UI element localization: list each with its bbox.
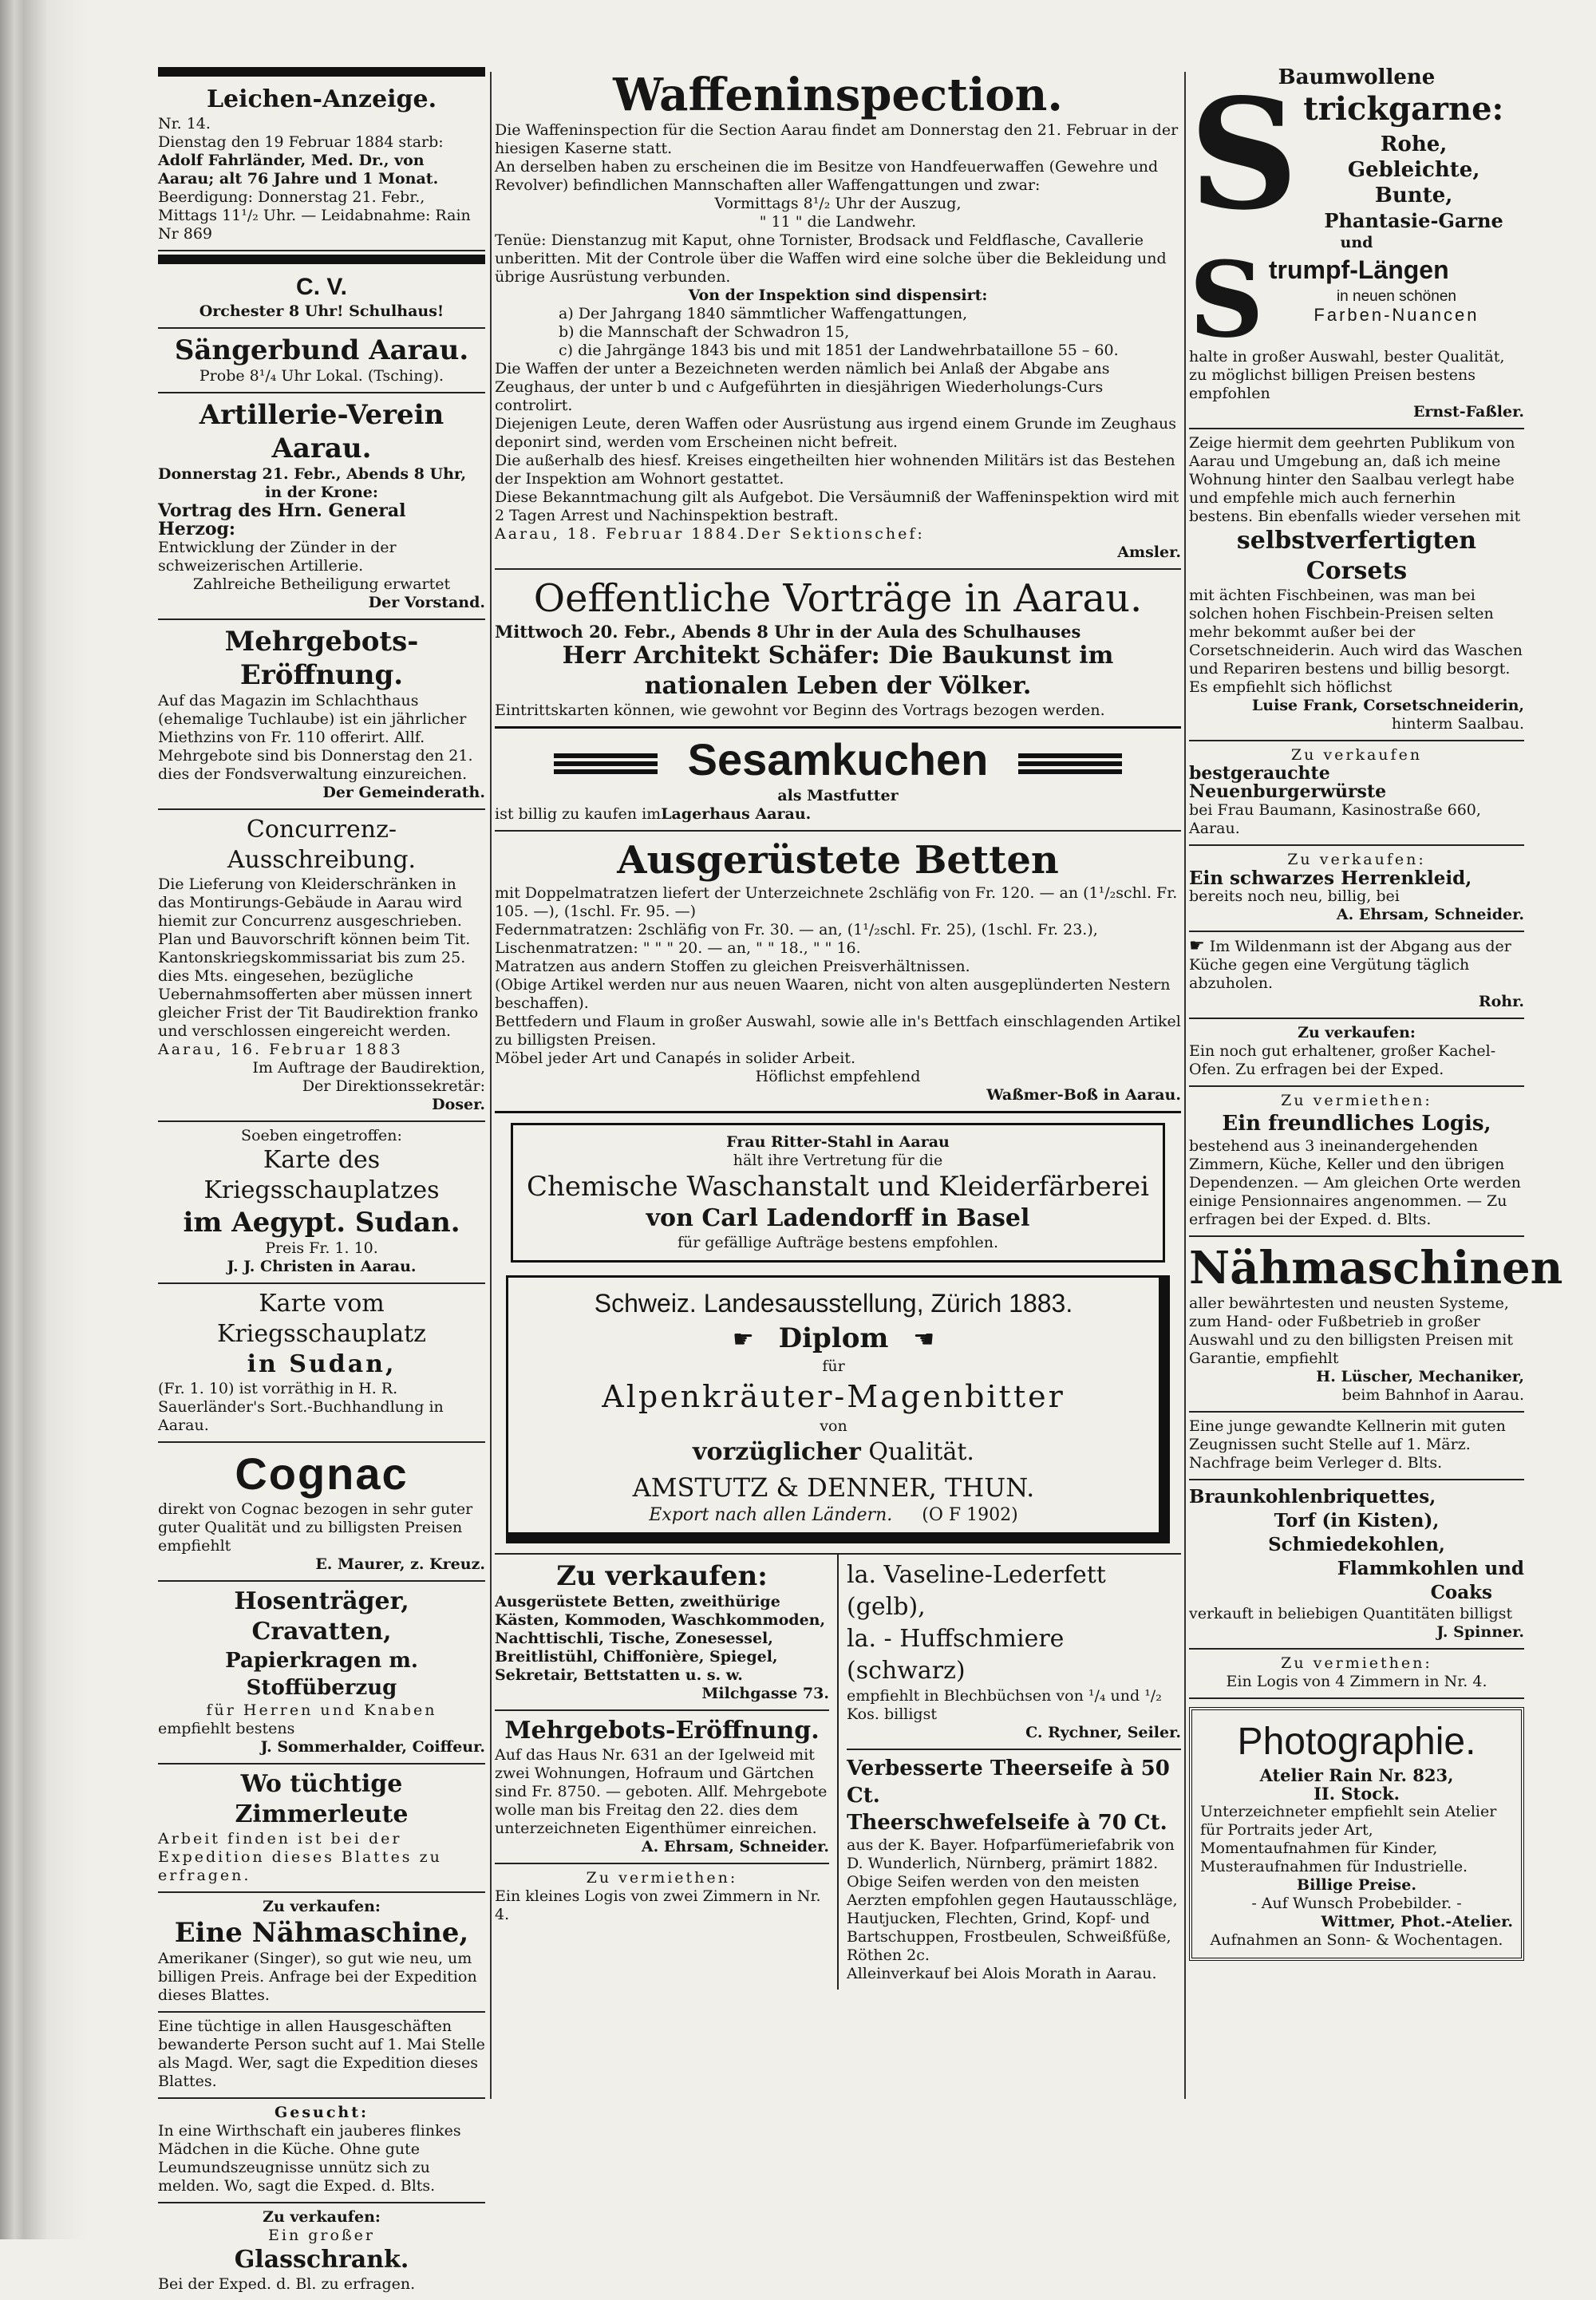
ad-text: Phantasie-Garne bbox=[1324, 209, 1503, 232]
ad-text: Zu verkaufen bbox=[1290, 746, 1423, 764]
ad-text: Schweiz. Landesausstellung, Zürich 1883. bbox=[594, 1289, 1073, 1318]
ad-text: Der Sektionschef: bbox=[746, 525, 925, 543]
ad-sesamkuchen bbox=[495, 729, 1181, 832]
ad-wuerste bbox=[1189, 741, 1524, 846]
ad-text: empfiehlt bestens bbox=[158, 1720, 295, 1737]
ad-text: hinterm Saalbau. bbox=[1391, 715, 1524, 733]
ad-text: für Herren und Knaben bbox=[206, 1701, 437, 1719]
ad-title: Zu verkaufen: bbox=[556, 1560, 768, 1592]
ad-diplom-wrap bbox=[495, 1272, 1181, 1553]
column-2-split bbox=[495, 1553, 1181, 1990]
ad-theerseife bbox=[847, 1750, 1181, 1990]
ad-text: a) Der Jahrgang 1840 sämmtlicher Waffengattungen, bbox=[559, 305, 968, 322]
ad-title: Sängerbund Aarau. bbox=[174, 334, 469, 366]
ad-title: Diplom bbox=[778, 1322, 889, 1354]
ad-gesucht bbox=[158, 2099, 485, 2203]
ad-wildenmann bbox=[1189, 932, 1524, 1019]
ad-text: Die Waffeninspection für die Section Aarau findet am Donnerstag den 21. Februar in der hiesigen Kaserne statt. bbox=[495, 121, 1179, 157]
ad-text: als Mastfutter bbox=[777, 787, 899, 804]
ad-text: Auf das Haus Nr. 631 an der Igelweid mit zwei Wohnungen, Hofraum und Gärtchen sind Fr. 8750. — geboten. Allf. Mehrgebote wolle man bis Freitag den 22. dies dem unterzeichneten Eigenthümer einreichen. bbox=[495, 1746, 828, 1837]
ad-text: Die Lieferung von Kleiderschränken in das Montirungs-Gebäude in Aarau wird hiemit zur Concurrenz ausgeschrieben. Plan und Bauvorschrift können beim Tit. Kantonskriegskommissariat bis zum 25. dies Mts. eingesehen, bezügliche Uebernahmsofferten aber müssen innert gleicher Frist der Tit Baudirektion franko und verschlossen eingereicht werden. bbox=[158, 875, 479, 1040]
ad-signature: E. Maurer, z. Kreuz. bbox=[315, 1555, 485, 1573]
ad-signature: Der Gemeinderath. bbox=[322, 784, 485, 801]
ad-text-row bbox=[519, 1506, 1148, 1524]
ad-title: Chemische Waschanstalt und Kleiderfärberei bbox=[526, 1171, 1150, 1203]
ad-text: (O F 1902) bbox=[922, 1505, 1018, 1525]
ad-title: Ausgerüstete Betten bbox=[617, 838, 1059, 883]
ad-text-row bbox=[1189, 937, 1524, 993]
ad-text: beim Bahnhof in Aarau. bbox=[1341, 1386, 1524, 1404]
initial-letter-s: S bbox=[1189, 239, 1264, 361]
ad-text: Im Wildenmann ist der Abgang aus der Küche gegen eine Vergütung täglich abzuholen. bbox=[1189, 938, 1511, 992]
ad-text-row bbox=[519, 1436, 1148, 1469]
column-3 bbox=[1189, 64, 1563, 1961]
ad-text: aus der K. Bayer. Hofparfümeriefabrik von D. Wunderlich, Nürnberg, prämirt 1882. bbox=[847, 1836, 1175, 1872]
ad-title: im Aegypt. Sudan. bbox=[183, 1207, 460, 1239]
ad-title-row bbox=[519, 1321, 1148, 1357]
ad-title: Cognac bbox=[235, 1448, 409, 1499]
ad-text: Amerikaner (Singer), so gut wie neu, um billigen Preis. Anfrage bei der Expedition dieses Blattes. bbox=[158, 1950, 477, 2004]
ad-text: In eine Wirthschaft ein jauberes flinkes Mädchen in die Küche. Ohne gute Leumundszeugnisse unnütz sich zu melden. Wo, sagt die Exped. d. Blts. bbox=[158, 2122, 461, 2195]
pointing-hand-left-icon: ☚ bbox=[913, 1326, 935, 1354]
ad-signature: C. Rychner, Seiler. bbox=[1025, 1724, 1181, 1741]
ad-signature: Ernst-Faßler. bbox=[1412, 403, 1524, 421]
ad-text: Diejenigen Leute, deren Waffen oder Ausrüstung aus irgend einem Grunde im Zeughaus deponirt sind, werden vom Erscheinen nicht befreit. bbox=[495, 415, 1176, 451]
ad-photo-wrap bbox=[1189, 1699, 1524, 1961]
ad-title: Sesamkuchen bbox=[687, 734, 989, 784]
ad-title: Mehrgebots-Eröffnung. bbox=[224, 626, 419, 691]
ad-text: Zu verkaufen: bbox=[1287, 851, 1426, 868]
ad-title: in Sudan, bbox=[247, 1350, 397, 1378]
ad-artillerie bbox=[158, 393, 485, 620]
ad-title: Verbesserte Theerseife à 50 Ct. bbox=[847, 1757, 1170, 1808]
ad-signature: Amsler. bbox=[1117, 543, 1181, 561]
ad-text: - Auf Wunsch Probebilder. - bbox=[1251, 1895, 1462, 1912]
ad-betten bbox=[495, 832, 1181, 1113]
ad-hosentraeger bbox=[158, 1582, 485, 1765]
ad-footer-row bbox=[495, 525, 1181, 543]
ad-vermiethen-1 bbox=[495, 1864, 829, 1930]
ad-kachelofen bbox=[1189, 1019, 1524, 1087]
ad-text: verkauft in beliebigen Quantitäten billigst bbox=[1189, 1605, 1513, 1622]
ad-text: Soeben eingetroffen: bbox=[241, 1127, 402, 1144]
ad-text: Nr. 14. bbox=[158, 115, 211, 132]
ad-footer-row bbox=[495, 805, 1181, 824]
ad-title: Wo tüchtige Zimmerleute bbox=[235, 1770, 409, 1828]
ad-text: Ein großer bbox=[268, 2227, 375, 2244]
ad-text: Zu vermiethen: bbox=[586, 1869, 738, 1887]
ad-text: Beerdigung: Donnerstag 21. Febr., Mittags 11¹/₂ Uhr. — Leidabnahme: Rain Nr 869 bbox=[158, 188, 471, 243]
ad-title: Photographie. bbox=[1237, 1721, 1476, 1763]
ad-title: Ein schwarzes Herrenkleid, bbox=[1189, 867, 1472, 889]
column-rule-left bbox=[490, 72, 492, 2099]
ad-text: hält ihre Vertretung für die bbox=[733, 1152, 943, 1169]
initial-letter-s: S bbox=[1189, 65, 1299, 243]
ad-title: AMSTUTZ & DENNER, THUN. bbox=[632, 1472, 1035, 1503]
ad-text: Eintrittskarten können, wie gewohnt vor Beginn des Vortrags bezogen werden. bbox=[495, 701, 1105, 719]
ad-title: Gesucht: bbox=[275, 2104, 369, 2121]
ad-herrenkleid bbox=[1189, 846, 1524, 932]
column-2-right bbox=[839, 1555, 1181, 1990]
ad-braunkohlen bbox=[1189, 1480, 1524, 1650]
ad-concurrenz bbox=[158, 810, 485, 1122]
ad-text: Die außerhalb des hiesf. Kreises eingetheilten hier wohnenden Militärs ist das Bestehen der Inspektion am Wohnort gestattet. bbox=[495, 452, 1175, 488]
ad-text: Aarau, 18. Februar 1884. bbox=[495, 525, 747, 543]
ad-text: Export nach allen Ländern. bbox=[649, 1505, 893, 1525]
ad-title: von Carl Ladendorff in Basel bbox=[646, 1204, 1030, 1232]
ad-title: Mehrgebots-Eröffnung. bbox=[504, 1717, 820, 1745]
ad-saengerbund bbox=[158, 329, 485, 393]
ad-text: Ein Logis von 4 Zimmern in Nr. 4. bbox=[1226, 1673, 1487, 1690]
ad-title: Cravatten, bbox=[251, 1618, 392, 1646]
ad-title: Theerschwefelseife à 70 Ct. bbox=[847, 1811, 1167, 1835]
ad-text: Donnerstag 21. Febr., Abends 8 Uhr, bbox=[158, 465, 467, 483]
ad-title: Herr Architekt Schäfer: Die Baukunst im nationalen Leben der Völker. bbox=[562, 642, 1114, 700]
decorative-bars-left bbox=[554, 753, 658, 774]
ad-title: trumpf-Längen bbox=[1268, 255, 1449, 284]
ad-title: Alpenkräuter-Magenbitter bbox=[602, 1379, 1065, 1414]
ad-title: Artillerie-Verein Aarau. bbox=[199, 399, 444, 464]
ad-text: bei Frau Baumann, Kasinostraße 660, Aarau. bbox=[1189, 801, 1481, 837]
ad-text: Zahlreiche Betheiligung erwartet bbox=[192, 575, 451, 593]
ad-text: Arbeit finden ist bei der Expedition dieses Blattes zu erfragen. bbox=[158, 1830, 442, 1884]
ad-text: Farben-Nuancen bbox=[1314, 305, 1479, 325]
ad-title: Karte vom Kriegsschauplatz bbox=[217, 1290, 426, 1348]
ad-title: Waffeninspection. bbox=[613, 69, 1063, 121]
ad-text: Im Auftrage der Baudirektion, bbox=[252, 1059, 485, 1077]
ad-magd bbox=[158, 2013, 485, 2099]
ad-text: Diese Bekanntmachung gilt als Aufgebot. Die Versäumniß der Waffeninspektion wird mit 2 Tagen Arrest und Nachinspektion bestraft. bbox=[495, 488, 1179, 524]
ad-title: Schmiedekohlen, bbox=[1268, 1534, 1445, 1555]
ad-ritter-stahl bbox=[511, 1123, 1165, 1263]
ad-karte-aegypt bbox=[158, 1122, 485, 1284]
ad-text: Gebleichte, bbox=[1347, 158, 1480, 182]
ad-text: Lischenmatratzen: " " " 20. — an, " " 18., " " 16. bbox=[495, 939, 861, 957]
ad-text: Eine junge gewandte Kellnerin mit guten Zeugnissen sucht Stelle auf 1. März. Nachfrage beim Verleger d. Blts. bbox=[1189, 1417, 1506, 1472]
ad-text: ist billig zu kaufen im bbox=[495, 805, 662, 823]
ad-title: bestgerauchte Neuenburgerwürste bbox=[1189, 763, 1387, 802]
ad-text: Frau Ritter-Stahl in Aarau bbox=[726, 1133, 950, 1151]
ad-strickgarne bbox=[1189, 64, 1524, 429]
ad-text: empfiehlt in Blechbüchsen von ¹/₄ und ¹/₂ Kos. billigst bbox=[847, 1687, 1162, 1723]
ad-title: Oeffentliche Vorträge in Aarau. bbox=[533, 576, 1143, 621]
ad-kellnerin bbox=[1189, 1413, 1524, 1480]
ad-title: Karte des Kriegsschauplatzes bbox=[203, 1146, 440, 1204]
ad-text: Atelier Rain Nr. 823, bbox=[1259, 1765, 1454, 1785]
ad-text: Ein noch gut erhaltener, großer Kachel-Ofen. Zu erfragen bei der Exped. bbox=[1189, 1042, 1496, 1078]
column-1 bbox=[158, 64, 485, 2300]
ad-title: Glasschrank. bbox=[234, 2246, 409, 2274]
ad-signature: J. Sommerhalder, Coiffeur. bbox=[260, 1738, 485, 1756]
ad-text: Alleinverkauf bei Alois Morath in Aarau. bbox=[847, 1965, 1157, 1982]
ad-text: Eine tüchtige in allen Hausgeschäften bewanderte Person sucht auf 1. Mai Stelle als Magd. Wer, sagt die Expedition dieses Blattes. bbox=[158, 2017, 485, 2090]
ad-title: C. V. bbox=[296, 274, 347, 300]
ad-signature: Milchgasse 73. bbox=[701, 1685, 829, 1702]
ad-title: trickgarne: bbox=[1303, 90, 1504, 128]
ad-text: in neuen schönen bbox=[1336, 288, 1456, 305]
ad-text: aller bewährtesten und neusten Systeme, zum Hand- oder Fußbetrieb in großer Auswahl und zu den billigsten Preisen mit Garantie, empfiehlt bbox=[1189, 1294, 1514, 1367]
ad-text: Zu vermiethen: bbox=[1281, 1092, 1432, 1109]
ad-text: Orchester 8 Uhr! Schulhaus! bbox=[199, 302, 444, 320]
ad-zimmerleute bbox=[158, 1765, 485, 1893]
ad-leichen bbox=[158, 80, 485, 251]
ad-title: Torf (in Kisten), bbox=[1274, 1510, 1440, 1531]
ad-title: Braunkohlenbriquettes, bbox=[1189, 1486, 1436, 1508]
ad-signature: A. Ehrsam, Schneider. bbox=[1336, 906, 1524, 923]
pointing-hand-icon: ☛ bbox=[1189, 936, 1205, 956]
ad-signature: Luise Frank, Corsetschneiderin, bbox=[1251, 697, 1524, 714]
ad-signature: Der Vorstand. bbox=[368, 594, 485, 611]
ad-title: la. - Huffschmiere (schwarz) bbox=[847, 1625, 1065, 1685]
ad-signature: J. J. Christen in Aarau. bbox=[227, 1258, 417, 1275]
ad-text: Höflichst empfehlend bbox=[755, 1068, 921, 1085]
pointing-hand-right-icon: ☛ bbox=[732, 1326, 754, 1354]
ad-mehrgebot-1 bbox=[158, 620, 485, 810]
ad-verkaufen-moebel bbox=[495, 1555, 829, 1711]
ad-text: für gefällige Aufträge bestens empfohlen. bbox=[677, 1234, 999, 1251]
ad-title: la. Vaseline-Lederfett (gelb), bbox=[847, 1561, 1106, 1621]
ad-cognac bbox=[158, 1443, 485, 1582]
ad-diplom bbox=[506, 1275, 1170, 1543]
ad-text: von bbox=[820, 1417, 847, 1435]
ad-signature: Rohr. bbox=[1478, 993, 1524, 1010]
ad-text: Aufnahmen an Sonn- & Wochentagen. bbox=[1210, 1931, 1503, 1949]
ad-text: in der Krone: bbox=[265, 484, 378, 501]
ad-title: Papierkragen m. Stoffüberzug bbox=[225, 1649, 418, 1700]
ad-text: Mittwoch 20. Febr., Abends 8 Uhr in der Aula des Schulhauses bbox=[495, 622, 1081, 642]
ad-text: Vormittags 8¹/₂ Uhr der Auszug, bbox=[714, 195, 962, 212]
ad-text: Unterzeichneter empfiehlt sein Atelier für Portraits jeder Art, Momentaufnahmen für Kinder, Musteraufnahmen für Industrielle. bbox=[1200, 1803, 1497, 1875]
page-binding-shadow bbox=[0, 0, 88, 2239]
ad-text: Bei der Exped. d. Bl. zu erfragen. bbox=[158, 2275, 416, 2293]
ad-title: Flammkohlen und bbox=[1337, 1558, 1524, 1579]
column-2 bbox=[495, 64, 1181, 1990]
ad-logis bbox=[1189, 1087, 1524, 1237]
ad-text: b) die Mannschaft der Schwadron 15, bbox=[559, 323, 850, 341]
ad-title: Hosenträger, bbox=[234, 1587, 409, 1615]
ad-text: Aarau, 16. Februar 1883 bbox=[158, 1041, 403, 1058]
ad-karte-sudan bbox=[158, 1284, 485, 1443]
ad-text: Entwicklung der Zünder in der schweizerischen Artillerie. bbox=[158, 539, 397, 575]
rule bbox=[158, 255, 485, 264]
ad-text: Vortrag des Hrn. General Herzog: bbox=[158, 500, 406, 539]
ad-text: An derselben haben zu erscheinen die im Besitze von Handfeuerwaffen (Gewehre und Revolver) befindlichen Mannschaften aller Waffengattungen und zwar: bbox=[495, 158, 1159, 194]
ad-text: Zu verkaufen: bbox=[1298, 1024, 1416, 1041]
ad-text: Die Waffen der unter a Bezeichneten werden nämlich bei Anlaß der Abgabe ans Zeughaus, der unter b und c Aufgeführten in diesjährigen Wiederholungs-Curs controlirt. bbox=[495, 360, 1110, 414]
ad-text: mit Doppelmatratzen liefert der Unterzeichnete 2schläfig von Fr. 120. — an (1¹/₂schl. Fr. 105. —), (1schl. Fr. 95. —) bbox=[495, 884, 1178, 920]
column-2-left bbox=[495, 1555, 839, 1990]
ad-glasschrank bbox=[158, 2203, 485, 2300]
ad-title: Ein freundliches Logis, bbox=[1222, 1112, 1491, 1136]
ad-title: Eine Nähmaschine, bbox=[174, 1917, 469, 1949]
ad-text: Zu verkaufen: bbox=[263, 1898, 381, 1915]
ad-text: Zu verkaufen: bbox=[263, 2208, 381, 2226]
ad-cv bbox=[158, 267, 485, 329]
ad-ritter-wrap bbox=[495, 1113, 1181, 1272]
ad-text: Möbel jeder Art und Canapés in solider Arbeit. bbox=[495, 1049, 856, 1067]
ad-signature: J. Spinner. bbox=[1436, 1623, 1524, 1641]
ad-mehrgebot-2 bbox=[495, 1711, 829, 1864]
ad-text: Rohe, bbox=[1380, 132, 1448, 156]
ad-text: vorzüglicher bbox=[693, 1438, 861, 1466]
ad-text: Zu vermiethen: bbox=[1281, 1654, 1432, 1672]
ad-text: Bunte, bbox=[1374, 184, 1453, 207]
ad-title: Leichen-Anzeige. bbox=[206, 85, 437, 113]
ad-text: halte in großer Auswahl, bester Qualität, zu möglichst billigen Preisen bestens empfohlen bbox=[1189, 348, 1505, 402]
ad-text: Federnmatratzen: 2schläfig von Fr. 30. — an, (1¹/₂schl. Fr. 25), (1schl. Fr. 23.), bbox=[495, 921, 1098, 939]
ad-vermiethen-2 bbox=[1189, 1650, 1524, 1699]
ad-vaseline bbox=[847, 1555, 1181, 1750]
ad-naehmaschine-1 bbox=[158, 1893, 485, 2013]
ad-title: Nähmaschinen bbox=[1189, 1242, 1563, 1294]
ad-title: Concurrenz-Ausschreibung. bbox=[227, 816, 417, 874]
ad-text: Von der Inspektion sind dispensirt: bbox=[688, 287, 988, 304]
ad-naehmaschinen bbox=[1189, 1237, 1563, 1413]
decorative-bars-right bbox=[1018, 753, 1122, 774]
ad-text: (Fr. 1. 10) ist vorräthig in H. R. Sauerländer's Sort.-Buchhandlung in Aarau. bbox=[158, 1380, 444, 1434]
ad-text: und bbox=[1340, 234, 1373, 251]
ad-signature: Lagerhaus Aarau. bbox=[661, 805, 812, 823]
ad-text: Tenüe: Dienstanzug mit Kaput, ohne Tornister, Brodsack und Feldflasche, Cavallerie unberitten. Mit der Controle über die Waffen wird eine solche über die Bekleidung und übrige Ausrüstung verbunden. bbox=[495, 231, 1167, 286]
ad-text: " 11 " die Landwehr. bbox=[759, 213, 917, 231]
ad-text: Adolf Fahrländer, Med. Dr., von Aarau; alt 76 Jahre und 1 Monat. bbox=[158, 152, 439, 188]
ad-text: Dienstag den 19 Februar 1884 starb: bbox=[158, 133, 444, 151]
ad-text: II. Stock. bbox=[1314, 1784, 1400, 1804]
ad-signature: Waßmer-Boß in Aarau. bbox=[986, 1086, 1181, 1104]
ad-text: c) die Jahrgänge 1843 bis und mit 1851 der Landwehrbataillone 55 – 60. bbox=[559, 342, 1119, 359]
ad-text: Baumwollene bbox=[1278, 65, 1436, 89]
ad-text: mit ächten Fischbeinen, was man bei solchen hohen Fischbein-Preisen selten mehr bekommt außer bei der Corsetschneiderin. Auch wird das Waschen und Repariren bestens und billig besorgt. Es empfiehlt sich höflichst bbox=[1189, 587, 1523, 696]
ad-signature: Wittmer, Phot.-Atelier. bbox=[1321, 1913, 1513, 1930]
ad-corsets bbox=[1189, 429, 1524, 741]
ad-text: Der Direktionssekretär: bbox=[302, 1077, 485, 1095]
ad-text: Ein kleines Logis von zwei Zimmern in Nr. 4. bbox=[495, 1887, 821, 1923]
ad-signature: Doser. bbox=[432, 1096, 485, 1113]
ad-text: Qualität. bbox=[868, 1438, 974, 1466]
ad-text: Matratzen aus andern Stoffen zu gleichen Preisverhältnissen. bbox=[495, 958, 970, 975]
ad-text: Auf das Magazin im Schlachthaus (ehemalige Tuchlaube) ist ein jährlicher Miethzins von Fr. 110 offerirt. Allf. Mehrgebote sind bis Donnerstag den 21. dies der Fondsverwaltung einzureichen. bbox=[158, 692, 473, 783]
ad-waffeninspection bbox=[495, 64, 1181, 570]
ad-text: für bbox=[822, 1357, 845, 1375]
ad-text: Billige Preise. bbox=[1297, 1876, 1416, 1894]
ad-text: direkt von Cognac bezogen in sehr guter guter Qualität und zu billigsten Preisen empfiehlt bbox=[158, 1500, 473, 1555]
top-rule bbox=[158, 67, 485, 77]
ad-text: Preis Fr. 1. 10. bbox=[265, 1239, 378, 1257]
ad-title: Coaks bbox=[1430, 1582, 1492, 1603]
ad-text: Bettfedern und Flaum in großer Auswahl, sowie alle in's Bettfach einschlagenden Artikel zu billigsten Preisen. bbox=[495, 1013, 1181, 1049]
ad-vortraege bbox=[495, 570, 1181, 729]
ad-signature: H. Lüscher, Mechaniker, bbox=[1316, 1368, 1524, 1385]
ad-signature: A. Ehrsam, Schneider. bbox=[641, 1838, 829, 1855]
ad-text: Probe 8¹/₄ Uhr Lokal. (Tsching). bbox=[199, 367, 444, 385]
ad-photographie bbox=[1189, 1707, 1524, 1961]
ad-title: selbstverfertigten Corsets bbox=[1236, 527, 1477, 585]
ad-text: Obige Seifen werden von den meisten Aerzten empfohlen gegen Hautausschläge, Hautjucken, Flechten, Grind, Kopf- und Bartschuppen, Frostbeulen, Schweißfüße, Röthen 2c. bbox=[847, 1873, 1178, 1964]
ad-text: Zeige hiermit dem geehrten Publikum von Aarau und Umgebung an, daß ich meine Wohnung hinter den Saalbau verlegt habe und empfehle mich auch fernerhin bestens. Bin ebenfalls wieder versehen mit bbox=[1189, 434, 1521, 525]
ad-title-row bbox=[495, 733, 1181, 787]
ad-text: bestehend aus 3 ineinandergehenden Zimmern, Küche, Keller und den übrigen Dependenzen. — Am gleichen Orte werden einige Pensionnaires angenommen. — Zu erfragen bei der Exped. d. Blts. bbox=[1189, 1137, 1521, 1228]
ad-text: bereits noch neu, billig, bei bbox=[1189, 887, 1400, 905]
column-rule-right bbox=[1184, 72, 1186, 2099]
ad-text: Ausgerüstete Betten, zweithürige Kästen, Kommoden, Waschkommoden, Nachttischli, Tische, Zonesessel, Breitlistühl, Chiffonière, Spiegel, Sekretair, Bettstatten u. s. w. bbox=[495, 1593, 826, 1684]
ad-text: (Obige Artikel werden nur aus neuen Waaren, nicht von alten ausgeplünderten Nestern beschaffen). bbox=[495, 976, 1171, 1012]
